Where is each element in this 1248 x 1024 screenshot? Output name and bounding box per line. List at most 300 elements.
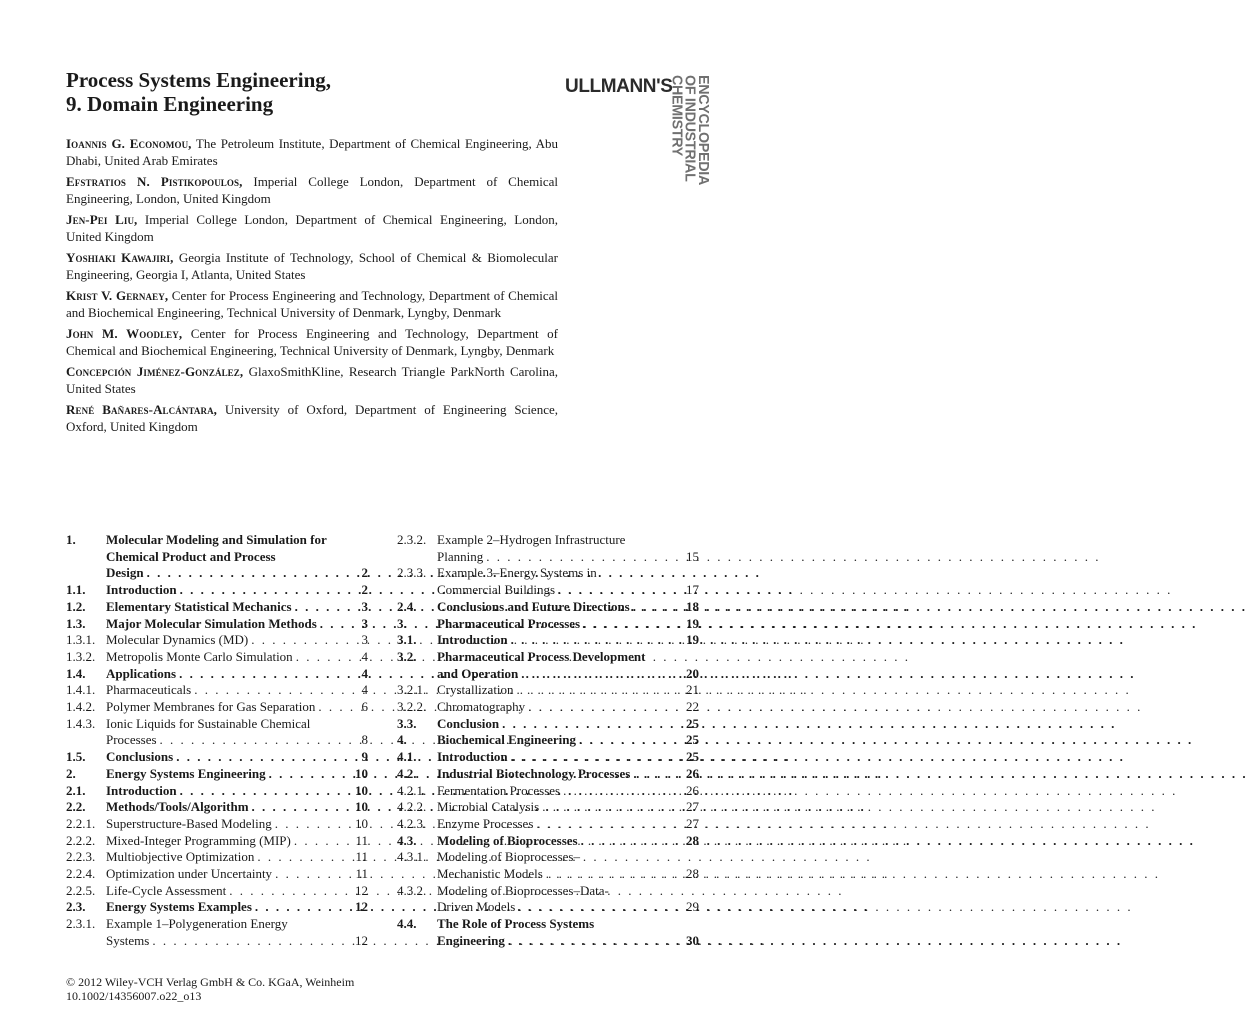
toc-section-number: 1.5. bbox=[66, 749, 86, 765]
toc-section-number: 3.3. bbox=[397, 715, 417, 731]
toc-section-number: 4.3.2. bbox=[397, 882, 427, 898]
toc-entry[interactable] bbox=[397, 599, 699, 616]
author-name: John M. Woodley, bbox=[66, 326, 183, 341]
toc-title-text: Design bbox=[106, 565, 144, 581]
toc-title-text: Microbial Catalysis bbox=[437, 799, 540, 815]
toc-entry[interactable] bbox=[66, 666, 368, 683]
toc-entry[interactable] bbox=[397, 833, 699, 850]
toc-entry[interactable] bbox=[66, 783, 368, 800]
toc-title-text: Mechanistic Models bbox=[437, 866, 543, 882]
toc-entry-title bbox=[437, 799, 669, 816]
toc-title-text: Driven Models bbox=[437, 899, 516, 915]
toc-title-line bbox=[106, 833, 338, 850]
toc-leader-dots bbox=[508, 749, 1125, 766]
toc-title-text: Elementary Statistical Mechanics bbox=[106, 598, 292, 614]
toc-title-line bbox=[437, 532, 669, 549]
author-name: Krist V. Gernaey, bbox=[66, 288, 169, 303]
toc-section-number: 4. bbox=[397, 732, 407, 748]
toc-title-line bbox=[437, 766, 669, 783]
toc-title-text: Superstructure-Based Modeling bbox=[106, 815, 272, 831]
toc-title-text: Processes bbox=[106, 732, 157, 748]
toc-title-line bbox=[106, 616, 338, 633]
toc-entry[interactable] bbox=[66, 899, 368, 916]
toc-leader-dots bbox=[533, 816, 1150, 833]
toc-title-text: Commercial Buildings bbox=[437, 582, 556, 598]
toc-page-number: 12 bbox=[355, 899, 368, 915]
toc-entry[interactable] bbox=[66, 816, 368, 833]
toc-title-text: Metropolis Monte Carlo Simulation bbox=[106, 648, 293, 664]
toc-title-text: Life-Cycle Assessment bbox=[106, 882, 227, 898]
toc-title-line bbox=[106, 565, 338, 582]
toc-entry-title bbox=[437, 883, 669, 916]
toc-section-number: 3.2.2. bbox=[397, 699, 427, 715]
toc-title-line bbox=[437, 883, 669, 900]
toc-title-text: Industrial Biotechnology Processes bbox=[437, 765, 631, 781]
author-entry bbox=[66, 401, 558, 435]
toc-title-line bbox=[437, 599, 669, 616]
toc-entry-title bbox=[106, 699, 338, 716]
toc-entry-title bbox=[106, 716, 338, 749]
toc-title-text: Pharmaceuticals bbox=[106, 682, 192, 698]
toc-page-number: 10 bbox=[355, 765, 368, 781]
toc-title-line bbox=[437, 749, 669, 766]
toc-entry-title bbox=[106, 649, 338, 666]
toc-title-line bbox=[437, 649, 669, 666]
toc-title-text: Methods/Tools/Algorithm bbox=[106, 799, 249, 815]
toc-section-number: 1. bbox=[66, 532, 76, 547]
toc-entry[interactable] bbox=[66, 883, 368, 900]
toc-page-number: 25 bbox=[686, 715, 699, 731]
toc-page-number: 29 bbox=[686, 899, 699, 915]
toc-entry[interactable] bbox=[397, 632, 699, 649]
toc-title-line bbox=[437, 666, 669, 683]
toc-page-number: 11 bbox=[355, 832, 368, 848]
toc-page-number: 4 bbox=[361, 648, 368, 664]
toc-section-number: 4.3.1. bbox=[397, 849, 427, 865]
toc-entry[interactable] bbox=[66, 699, 368, 716]
toc-title-text: Chemical Product and Process bbox=[106, 548, 276, 564]
toc-title-line bbox=[437, 783, 669, 800]
toc-entry[interactable] bbox=[66, 532, 368, 582]
toc-section-number: 1.4.3. bbox=[66, 715, 96, 731]
toc-entry[interactable] bbox=[397, 749, 699, 766]
toc-title-text: Conclusions and Future Directions bbox=[437, 598, 630, 614]
toc-section-number: 1.4. bbox=[66, 665, 86, 681]
toc-title-text: The Role of Process Systems bbox=[437, 916, 595, 932]
toc-section-number: 1.2. bbox=[66, 598, 86, 614]
title-line-1: Process Systems Engineering, bbox=[66, 68, 332, 92]
toc-entry[interactable] bbox=[397, 649, 699, 682]
toc-entry-title bbox=[106, 883, 338, 900]
toc-title-line bbox=[106, 682, 338, 699]
toc-page-number: 6 bbox=[361, 699, 368, 715]
author-name: René Bañares-Alcántara, bbox=[66, 402, 218, 417]
toc-title-text: Mixed-Integer Programming (MIP) bbox=[106, 832, 291, 848]
toc-title-text: Introduction bbox=[106, 582, 177, 598]
toc-section-number: 2.1. bbox=[66, 782, 86, 798]
toc-entry-title bbox=[437, 599, 669, 616]
toc-title-text: Modeling of Bioprocesses– bbox=[437, 849, 580, 865]
toc-title-line bbox=[437, 866, 669, 883]
toc-title-text: Enzyme Processes bbox=[437, 815, 534, 831]
toc-entry[interactable] bbox=[397, 816, 699, 833]
toc-section-number: 1.3.2. bbox=[66, 648, 96, 664]
author-affiliation: Center for Process Engineering and Technology, Department of Chemical and Biochemical Engineering, Technical University of Denmark, Lyngby, Denmark bbox=[66, 326, 558, 358]
toc-entry[interactable] bbox=[397, 916, 699, 949]
toc-section-number: 4.1. bbox=[397, 749, 417, 765]
toc-entry-title bbox=[106, 916, 338, 949]
toc-title-line bbox=[106, 816, 338, 833]
toc-page-number: 10 bbox=[355, 782, 368, 798]
toc-page-number: 8 bbox=[361, 732, 368, 748]
toc-title-line bbox=[106, 666, 338, 683]
toc-title-line bbox=[106, 632, 338, 649]
author-affiliation: Imperial College London, Department of Chemical Engineering, London, United Kingdom bbox=[66, 174, 559, 206]
footer bbox=[66, 975, 486, 1003]
toc-page-number: 12 bbox=[355, 882, 368, 898]
toc-leader-dots bbox=[505, 933, 1122, 950]
toc-leader-dots bbox=[483, 549, 1100, 566]
toc-entry[interactable] bbox=[397, 616, 699, 633]
toc-title-line bbox=[106, 732, 338, 749]
toc-title-text: Major Molecular Simulation Methods bbox=[106, 615, 317, 631]
toc-section-number: 1.3. bbox=[66, 615, 86, 631]
toc-leader-dots bbox=[543, 866, 1160, 883]
toc-title-line bbox=[106, 883, 338, 900]
author-entry bbox=[66, 363, 558, 397]
toc-entry[interactable] bbox=[66, 599, 368, 616]
toc-section-number: 4.4. bbox=[397, 916, 417, 932]
toc-title-line bbox=[106, 716, 338, 733]
author-affiliation: University of Oxford, Department of Engineering Science, Oxford, United Kingdom bbox=[66, 402, 558, 434]
toc-entry-title bbox=[106, 849, 338, 866]
toc-section-number: 2.3.2. bbox=[397, 532, 427, 547]
toc-title-line bbox=[437, 916, 669, 933]
toc-section-number: 2.2.3. bbox=[66, 849, 96, 865]
author-entry bbox=[66, 325, 558, 359]
toc-title-text: Applications bbox=[106, 665, 177, 681]
toc-entry[interactable] bbox=[66, 849, 368, 866]
toc-entry-title bbox=[106, 749, 338, 766]
toc-page-number: 19 bbox=[686, 615, 699, 631]
toc-title-text: Ionic Liquids for Sustainable Chemical bbox=[106, 715, 311, 731]
toc-section-number: 3. bbox=[397, 615, 407, 631]
toc-title-text: Introduction bbox=[106, 782, 177, 798]
toc-entry[interactable] bbox=[66, 833, 368, 850]
toc-entry-title bbox=[437, 632, 669, 649]
toc-page-number: 20 bbox=[686, 665, 699, 681]
toc-entry[interactable] bbox=[397, 532, 699, 565]
author-entry bbox=[66, 287, 558, 321]
toc-entry-title bbox=[106, 816, 338, 833]
author-entry bbox=[66, 249, 558, 283]
toc-title-text: and Operation bbox=[437, 665, 519, 681]
ullmanns-logo bbox=[565, 76, 725, 206]
toc-entry[interactable] bbox=[66, 616, 368, 633]
toc-page-number: 12 bbox=[355, 932, 368, 948]
toc-title-text: Introduction bbox=[437, 749, 508, 765]
title-line-2: 9. Domain Engineering bbox=[66, 92, 274, 116]
toc-title-line bbox=[437, 899, 669, 916]
toc-section-number: 2.3.3. bbox=[397, 565, 427, 581]
toc-entry-title bbox=[106, 616, 338, 633]
toc-entry-title bbox=[106, 899, 338, 916]
toc-title-text: Multiobjective Optimization bbox=[106, 849, 255, 865]
toc-page-number: 21 bbox=[686, 682, 699, 698]
toc-entry[interactable] bbox=[397, 565, 699, 598]
logo-vertical-line-2: OF INDUSTRIAL bbox=[681, 75, 698, 182]
toc-title-text: Conclusion bbox=[437, 715, 500, 731]
toc-title-text: Pharmaceutical Process Development bbox=[437, 648, 646, 664]
toc-title-line bbox=[106, 783, 338, 800]
toc-page-number: 10 bbox=[355, 799, 368, 815]
author-affiliation: GlaxoSmithKline, Research Triangle ParkNorth Carolina, United States bbox=[66, 364, 558, 396]
toc-title-line bbox=[106, 916, 338, 933]
logo-vertical-line-1: ENCYCLOPEDIA bbox=[694, 75, 711, 185]
toc-entry-title bbox=[437, 716, 669, 733]
toc-entry[interactable] bbox=[397, 766, 699, 783]
toc-leader-dots bbox=[499, 716, 1116, 733]
toc-title-text: Modeling of Bioprocesses–Data- bbox=[437, 882, 609, 898]
toc-page-number: 25 bbox=[686, 732, 699, 748]
toc-title-line bbox=[437, 933, 669, 950]
toc-leader-dots bbox=[630, 599, 1247, 616]
toc-section-number: 1.1. bbox=[66, 582, 86, 598]
toc-title-line bbox=[437, 716, 669, 733]
toc-page-number: 27 bbox=[686, 815, 699, 831]
author-list bbox=[66, 135, 558, 439]
toc-column-right bbox=[397, 532, 699, 950]
toc-title-text: Modeling of Bioprocesses bbox=[437, 832, 578, 848]
logo-main-text: ULLMANN'S bbox=[565, 76, 673, 97]
toc-leader-dots bbox=[539, 799, 1156, 816]
toc-title-text: Molecular Dynamics (MD) bbox=[106, 632, 249, 648]
page-title bbox=[66, 68, 536, 116]
toc-page-number: 26 bbox=[686, 782, 699, 798]
toc-entry[interactable] bbox=[66, 716, 368, 749]
toc-entry-title bbox=[106, 833, 338, 850]
toc-entry-title bbox=[437, 616, 669, 633]
author-affiliation: Center for Process Engineering and Technology, Department of Chemical and Biochemical Engineering, Technical University of Denmark, Lyngby, Denmark bbox=[66, 288, 558, 320]
toc-entry[interactable] bbox=[397, 783, 699, 800]
toc-entry[interactable] bbox=[66, 916, 368, 949]
toc-entry-title bbox=[437, 783, 669, 800]
toc-section-number: 3.1. bbox=[397, 632, 417, 648]
toc-entry-title bbox=[106, 866, 338, 883]
toc-section-number: 4.2.3. bbox=[397, 815, 427, 831]
toc-page-number: 11 bbox=[355, 866, 368, 882]
author-affiliation: Georgia Institute of Technology, School of Chemical & Biomolecular Engineering, Georgia I, Atlanta, United States bbox=[66, 250, 558, 282]
toc-section-number: 3.2. bbox=[397, 648, 417, 664]
toc-entry-title bbox=[437, 565, 669, 598]
toc-title-line bbox=[437, 616, 669, 633]
toc-entry-title bbox=[437, 766, 669, 783]
toc-title-text: Example 1–Polygeneration Energy bbox=[106, 916, 288, 932]
toc-section-number: 2.4. bbox=[397, 598, 417, 614]
toc-entry[interactable] bbox=[397, 716, 699, 733]
toc-title-line bbox=[437, 816, 669, 833]
toc-section-number: 2.2.1. bbox=[66, 815, 96, 831]
toc-title-line bbox=[437, 565, 669, 582]
toc-section-number: 2.2.5. bbox=[66, 882, 96, 898]
toc-entry[interactable] bbox=[397, 732, 699, 749]
toc-title-line bbox=[437, 549, 669, 566]
toc-entry[interactable] bbox=[397, 849, 699, 882]
toc-title-text: Biochemical Engineering bbox=[437, 732, 577, 748]
toc-title-line bbox=[106, 549, 338, 566]
toc-section-number: 4.2. bbox=[397, 765, 417, 781]
toc-page-number: 15 bbox=[686, 548, 699, 564]
toc-title-line bbox=[106, 582, 338, 599]
author-name: Efstratios N. Pistikopoulos, bbox=[66, 174, 243, 189]
toc-entry[interactable] bbox=[66, 766, 368, 783]
copyright-notice: © 2012 Wiley-VCH Verlag GmbH & Co. KGaA, Weinheim bbox=[66, 975, 355, 989]
toc-entry-title bbox=[437, 732, 669, 749]
toc-entry-title bbox=[106, 599, 338, 616]
toc-section-number: 4.3. bbox=[397, 832, 417, 848]
toc-title-text: Pharmaceutical Processes bbox=[437, 615, 581, 631]
toc-entry-title bbox=[437, 833, 669, 850]
toc-page-number: 17 bbox=[686, 582, 699, 598]
toc-title-text: Example 2–Hydrogen Infrastructure bbox=[437, 532, 626, 547]
toc-page-number: 3 bbox=[361, 615, 368, 631]
toc-entry-title bbox=[106, 766, 338, 783]
toc-entry-title bbox=[106, 532, 338, 582]
toc-title-line bbox=[437, 582, 669, 599]
toc-entry[interactable] bbox=[66, 632, 368, 649]
toc-entry[interactable] bbox=[66, 799, 368, 816]
toc-section-number: 1.3.1. bbox=[66, 632, 96, 648]
toc-title-text: Systems bbox=[106, 932, 150, 948]
toc-entry[interactable] bbox=[66, 866, 368, 883]
toc-page-number: 11 bbox=[355, 849, 368, 865]
toc-title-line bbox=[106, 699, 338, 716]
toc-leader-dots bbox=[525, 699, 1142, 716]
toc-entry-title bbox=[106, 799, 338, 816]
toc-title-text: Fermentation Processes bbox=[437, 782, 561, 798]
toc-title-line bbox=[106, 866, 338, 883]
toc-title-text: Planning bbox=[437, 548, 484, 564]
author-affiliation: The Petroleum Institute, Department of Chemical Engineering, Abu Dhabi, United Arab Emirates bbox=[66, 136, 558, 168]
toc-title-text: Energy Systems Examples bbox=[106, 899, 252, 915]
toc-page-number: 4 bbox=[361, 682, 368, 698]
toc-title-text: Chromatography bbox=[437, 699, 526, 715]
author-affiliation: Imperial College London, Department of Chemical Engineering, London, United Kingdom bbox=[66, 212, 558, 244]
toc-title-line bbox=[106, 649, 338, 666]
toc-section-number: 4.2.1. bbox=[397, 782, 427, 798]
author-entry bbox=[66, 173, 558, 207]
toc-title-line bbox=[437, 682, 669, 699]
toc-entry-title bbox=[106, 582, 338, 599]
author-entry bbox=[66, 135, 558, 169]
toc-entry[interactable] bbox=[66, 682, 368, 699]
toc-entry[interactable] bbox=[397, 699, 699, 716]
author-name: Yoshiaki Kawajiri, bbox=[66, 250, 174, 265]
toc-title-line bbox=[106, 766, 338, 783]
toc-title-line bbox=[106, 899, 338, 916]
toc-title-line bbox=[106, 749, 338, 766]
toc-title-line bbox=[106, 933, 338, 950]
toc-entry-title bbox=[437, 532, 669, 565]
author-name: Jen-Pei Liu, bbox=[66, 212, 138, 227]
logo-vertical-text bbox=[669, 75, 709, 185]
toc-page-number: 18 bbox=[686, 598, 699, 614]
toc-entry-title bbox=[437, 849, 669, 882]
toc-leader-dots bbox=[560, 783, 1177, 800]
toc-title-text: Conclusions bbox=[106, 749, 174, 765]
toc-entry[interactable] bbox=[66, 582, 368, 599]
toc-section-number: 1.4.2. bbox=[66, 699, 96, 715]
toc-entry[interactable] bbox=[397, 799, 699, 816]
toc-section-number: 3.2.1. bbox=[397, 682, 427, 698]
toc-title-text: Optimization under Uncertainty bbox=[106, 866, 273, 882]
toc-leader-dots bbox=[508, 632, 1125, 649]
toc-title-line bbox=[106, 799, 338, 816]
toc-entry-title bbox=[437, 816, 669, 833]
toc-title-text: Crystallization bbox=[437, 682, 514, 698]
toc-page-number: 25 bbox=[686, 749, 699, 765]
toc-title-text: Energy Systems Engineering bbox=[106, 765, 266, 781]
toc-column-left bbox=[66, 532, 368, 950]
toc-entry[interactable] bbox=[66, 649, 368, 666]
toc-leader-dots bbox=[630, 766, 1247, 783]
toc-section-number: 2.2. bbox=[66, 799, 86, 815]
toc-page-number: 10 bbox=[355, 815, 368, 831]
toc-title-line bbox=[437, 849, 669, 866]
toc-page-number: 19 bbox=[686, 632, 699, 648]
author-entry bbox=[66, 211, 558, 245]
toc-section-number: 1.4.1. bbox=[66, 682, 96, 698]
toc-entry[interactable] bbox=[397, 682, 699, 699]
toc-entry-title bbox=[106, 666, 338, 683]
author-name: Ioannis G. Economou, bbox=[66, 136, 192, 151]
toc-entry[interactable] bbox=[66, 749, 368, 766]
toc-title-line bbox=[106, 849, 338, 866]
toc-title-text: Introduction bbox=[437, 632, 508, 648]
toc-title-text: Polymer Membranes for Gas Separation bbox=[106, 699, 316, 715]
toc-leader-dots bbox=[515, 899, 1132, 916]
toc-title-line bbox=[437, 632, 669, 649]
toc-section-number: 2.3. bbox=[66, 899, 86, 915]
toc-page-number: 30 bbox=[686, 932, 699, 948]
toc-entry-title bbox=[437, 916, 669, 949]
toc-section-number: 2. bbox=[66, 765, 76, 781]
toc-entry[interactable] bbox=[397, 883, 699, 916]
toc-title-line bbox=[437, 699, 669, 716]
toc-title-text: Example 3–Energy Systems in bbox=[437, 565, 597, 581]
toc-title-line bbox=[437, 833, 669, 850]
toc-title-line bbox=[437, 732, 669, 749]
toc-title-text: Molecular Modeling and Simulation for bbox=[106, 532, 327, 547]
toc-title-line bbox=[437, 799, 669, 816]
toc-page-number: 3 bbox=[361, 632, 368, 648]
toc-entry-title bbox=[106, 682, 338, 699]
toc-page-number: 27 bbox=[686, 799, 699, 815]
toc-section-number: 2.2.4. bbox=[66, 866, 96, 882]
toc-page-number: 3 bbox=[361, 598, 368, 614]
toc-entry-title bbox=[106, 783, 338, 800]
toc-page-number: 2 bbox=[361, 565, 368, 581]
toc-title-line bbox=[106, 532, 338, 549]
toc-section-number: 4.2.2. bbox=[397, 799, 427, 815]
toc-title-line bbox=[106, 599, 338, 616]
toc-page-number: 22 bbox=[686, 699, 699, 715]
toc-section-number: 2.2.2. bbox=[66, 832, 96, 848]
logo-vertical-line-3: CHEMISTRY bbox=[668, 75, 685, 156]
author-name: Concepción Jiménez-González, bbox=[66, 364, 244, 379]
toc-page-number: 4 bbox=[361, 665, 368, 681]
toc-entry-title bbox=[437, 749, 669, 766]
